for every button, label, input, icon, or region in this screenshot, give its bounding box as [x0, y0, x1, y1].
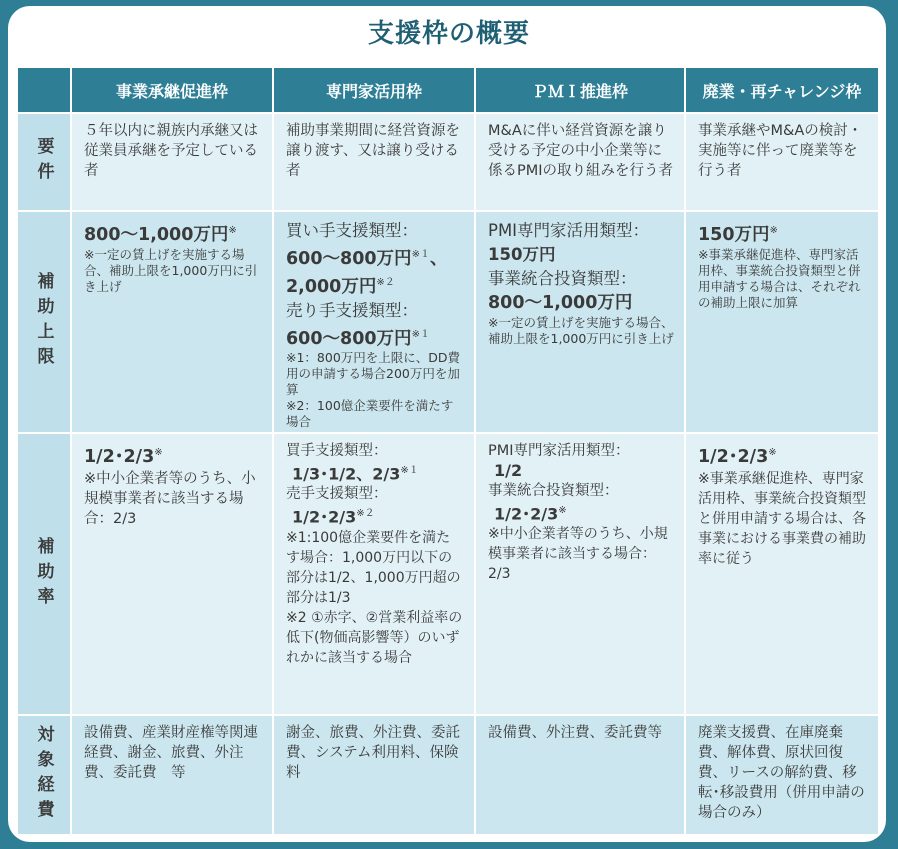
- rate-note: ※中小企業者等のうち、小規模事業者に該当する場合：2/3: [84, 470, 256, 527]
- limit-expert: [274, 212, 474, 432]
- column-header-expert: 専門家活用枠: [274, 68, 474, 112]
- seller-type-label: 売手支援類型：: [286, 486, 388, 503]
- invest-type-label: 事業統合投資類型：: [488, 269, 637, 288]
- header-corner: [18, 68, 70, 112]
- row-label-expenses: 対象経費: [18, 716, 70, 834]
- rate-note: ※事業承継促進枠、専門家活用枠、事業統合投資類型と併用申請する場合は、各事業における事業費の補助率に従う: [698, 470, 866, 567]
- expenses-pmi: 設備費、外注費、委託費等: [476, 716, 684, 834]
- pmi-type-label: PMI専門家活用類型：150万円: [488, 221, 650, 264]
- expenses-closure: 廃業支援費、在庫廃棄費、解体費、原状回復費、リースの解約費、移転･移設費用（併用申請の場合のみ）: [686, 716, 878, 834]
- limit-succession: [72, 212, 272, 432]
- row-label-limit: 補助上限: [18, 212, 70, 432]
- row-label-requirements: 要件: [18, 114, 70, 210]
- row-label-rate: 補助率: [18, 434, 70, 714]
- seller-limit-amount: 600～800万円$^{※1}$: [286, 328, 430, 349]
- rate-note-1: ※1:100億企業要件を満たす場合：1,000万円以下の部分は1/2、1,000万円超の部分は1/3: [286, 529, 461, 606]
- limit-closure: [686, 212, 878, 432]
- seller-rate: 1/2･2/3$^{※2}$: [292, 507, 375, 527]
- limit-note-2: ※2：100億企業要件を満たす場合: [286, 398, 454, 430]
- requirements-pmi: M&Aに伴い経営資源を譲り受ける予定の中小企業等に係るPMIの取り組みを行う者: [476, 114, 684, 210]
- invest-limit-amount: 800～1,000万円: [488, 293, 633, 313]
- buyer-type-label: 買い手支援類型：: [286, 221, 418, 240]
- limit-amount: 150万円※: [698, 224, 778, 245]
- limit-pmi: [476, 212, 684, 432]
- rate-succession: [72, 434, 272, 714]
- requirements-expert: 補助事業期間に経営資源を譲り渡す、又は譲り受ける者: [274, 114, 474, 210]
- seller-type-label: 売り手支援類型：: [286, 300, 418, 320]
- invest-rate: 1/2･2/3※: [494, 504, 567, 524]
- column-header-closure: 廃業・再チャレンジ枠: [686, 68, 878, 112]
- buyer-limit-amount: 600～800万円$^{※1}$、: [286, 248, 448, 269]
- buyer-type-label: 買手支援類型：: [286, 443, 388, 459]
- rate-value: 1/2･2/3※: [84, 446, 163, 467]
- rate-note: ※中小企業者等のうち、小規模事業者に該当する場合：2/3: [488, 526, 668, 583]
- page-title: 支援枠の概要: [367, 19, 530, 49]
- limit-note: ※一定の賃上げを実施する場合、補助上限を1,000万円に引き上げ: [84, 246, 258, 294]
- rate-closure: [686, 434, 878, 714]
- expenses-expert: 謝金、旅費、外注費、委託費、システム利用料、保険料: [274, 716, 474, 834]
- buyer-limit-amount-2: 2,000万円$^{※2}$: [286, 276, 395, 297]
- rate-expert: [274, 434, 474, 714]
- column-header-pmi: ＰＭＩ推進枠: [476, 68, 684, 112]
- rate-pmi: [476, 434, 684, 714]
- requirements-succession: ５年以内に親族内承継又は従業員承継を予定している者: [72, 114, 272, 210]
- pmi-type-label: PMI専門家活用類型：: [488, 443, 630, 459]
- pmi-rate: 1/2: [494, 461, 523, 480]
- rate-note-2: ※2 ①赤字、②営業利益率の低下(物価高影響等）のいずれかに該当する場合: [286, 609, 463, 666]
- buyer-rate: 1/3･1/2、2/3$^{※1}$: [292, 464, 419, 484]
- limit-amount: 800～1,000万円※: [84, 224, 237, 245]
- requirements-closure: 事業承継やM&Aの検討・実施等に伴って廃業等を行う者: [686, 114, 878, 210]
- expenses-succession: 設備費、産業財産権等関連経費、謝金、旅費、外注費、委託費 等: [72, 716, 272, 834]
- invest-type-label: 事業統合投資類型：: [488, 483, 619, 499]
- limit-note: ※事業承継促進枠、専門家活用枠、事業統合投資類型と併用申請する場合は、それぞれの補助上限に加算: [698, 246, 861, 310]
- rate-value: 1/2･2/3※: [698, 446, 777, 467]
- limit-note: ※一定の賃上げを実施する場合、補助上限を1,000万円に引き上げ: [488, 315, 674, 346]
- limit-note-1: ※1：800万円を上限に、DD費用の申請する場合200万円を加算: [286, 350, 461, 398]
- column-header-succession: 事業承継促進枠: [72, 68, 272, 112]
